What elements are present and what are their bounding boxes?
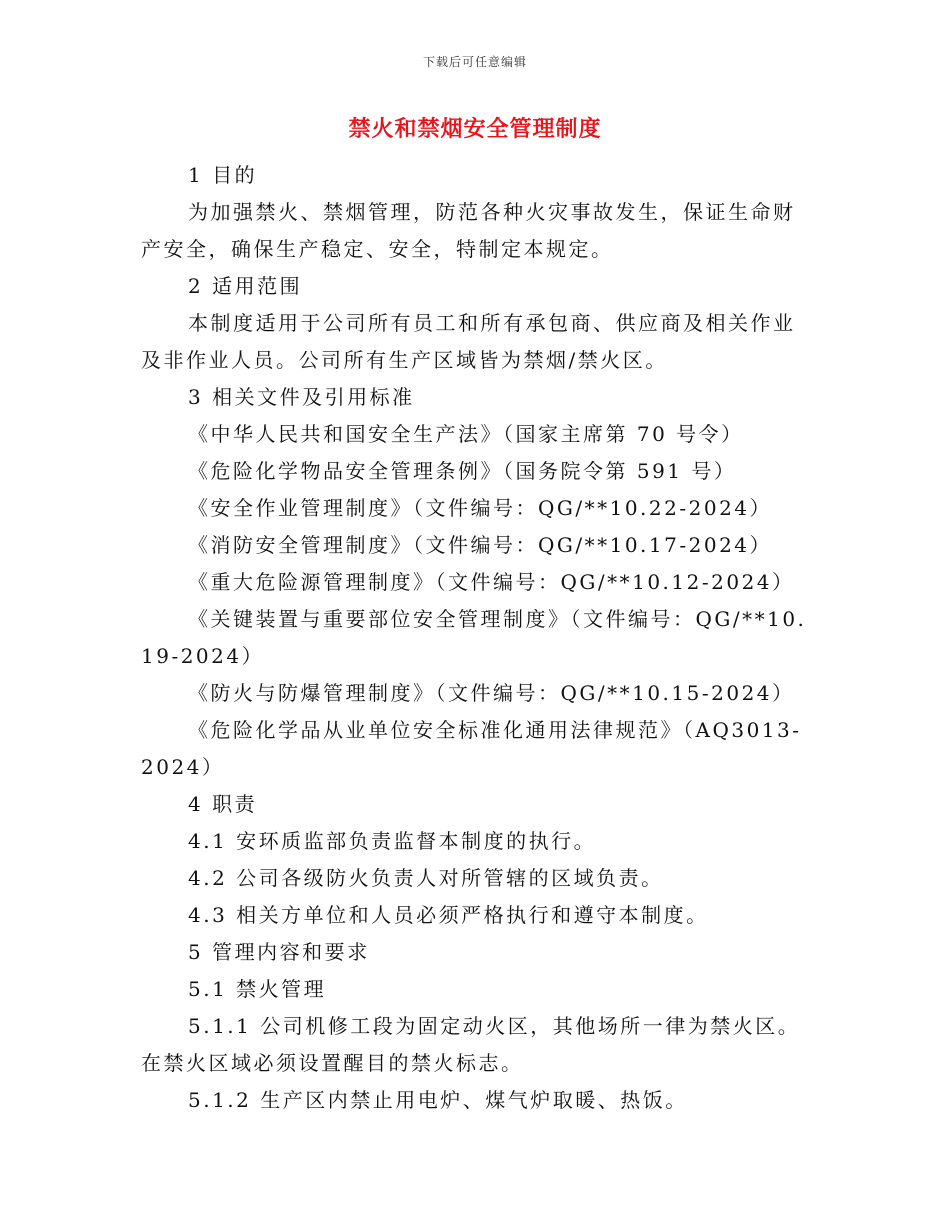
- paragraph-purpose: 为加强禁火、禁烟管理，防范各种火灾事故发生，保证生命财产安全，确保生产稳定、安全，特制定本规定。: [141, 200, 796, 261]
- reference-item: 《安全作业管理制度》（文件编号：QG/**10.22-2024）: [188, 496, 773, 520]
- reference-item: 《防火与防爆管理制度》（文件编号：QG/**10.15-2024）: [188, 681, 795, 705]
- rule-item: 5.1.2 生产区内禁止用电炉、煤气炉取暖、热饭。: [188, 1088, 688, 1112]
- document-title: 禁火和禁烟安全管理制度: [348, 117, 602, 142]
- section-heading-references: 3 相关文件及引用标准: [188, 385, 415, 409]
- reference-item: 《危险化学品从业单位安全标准化通用法律规范》（AQ3013-2024）: [141, 718, 802, 779]
- responsibility-item: 4.3 相关方单位和人员必须严格执行和遵守本制度。: [188, 903, 709, 927]
- responsibility-item: 4.1 安环质监部负责监督本制度的执行。: [188, 829, 597, 853]
- responsibility-item: 4.2 公司各级防火负责人对所管辖的区域负责。: [188, 866, 664, 890]
- reference-item: 《重大危险源管理制度》（文件编号：QG/**10.12-2024）: [188, 570, 795, 594]
- header-note: 下载后可任意编辑: [422, 55, 527, 69]
- reference-item: 《消防安全管理制度》（文件编号：QG/**10.17-2024）: [188, 533, 773, 557]
- rule-item: 5.1.1 公司机修工段为固定动火区，其他场所一律为禁火区。在禁火区域必须设置醒目的禁火标志。: [141, 1014, 801, 1075]
- subsection-heading-fire-ban: 5.1 禁火管理: [188, 977, 327, 1001]
- section-heading-management: 5 管理内容和要求: [188, 940, 370, 964]
- document-body: [141, 157, 811, 1119]
- reference-item: 《危险化学物品安全管理条例》（国务院令第 591 号）: [188, 459, 737, 483]
- section-heading-responsibilities: 4 职责: [188, 792, 258, 816]
- section-heading-purpose: 1 目的: [188, 163, 258, 187]
- paragraph-scope: 本制度适用于公司所有员工和所有承包商、供应商及相关作业及非作业人员。公司所有生产区域皆为禁烟/禁火区。: [141, 311, 796, 372]
- reference-item: 《中华人民共和国安全生产法》（国家主席第 70 号令）: [188, 422, 744, 446]
- reference-item: 《关键装置与重要部位安全管理制度》（文件编号：QG/**10.19-2024）: [141, 607, 807, 668]
- section-heading-scope: 2 适用范围: [188, 274, 303, 298]
